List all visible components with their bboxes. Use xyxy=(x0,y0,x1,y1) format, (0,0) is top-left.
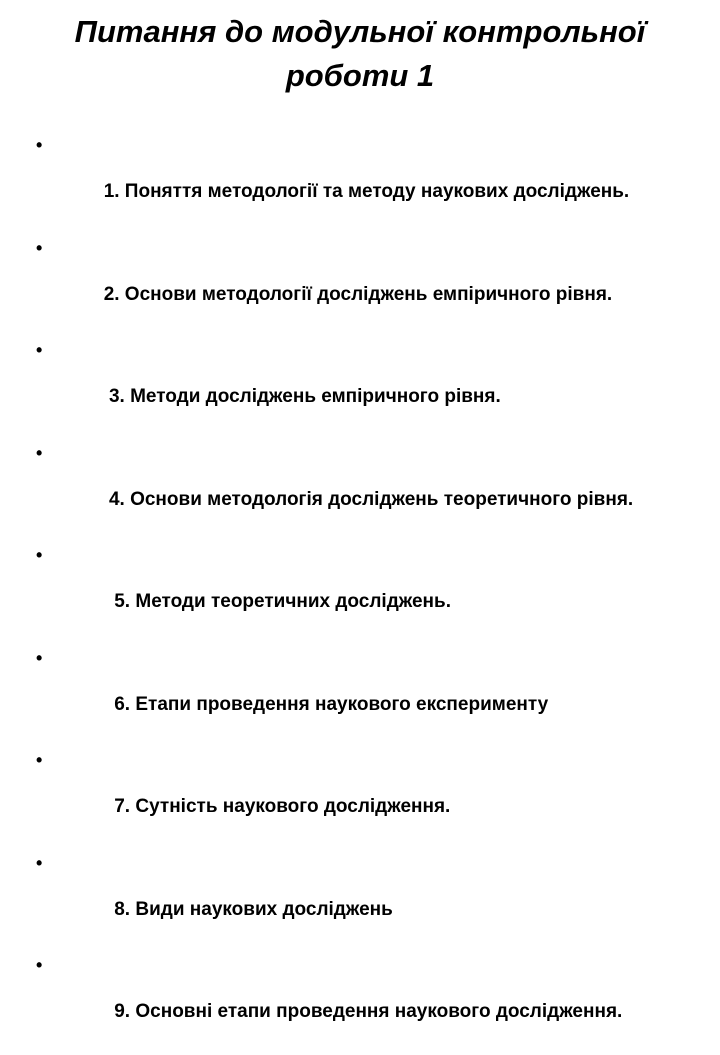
bullet-icon: • xyxy=(36,852,43,873)
list-item xyxy=(36,952,676,1048)
list-item xyxy=(36,747,676,843)
list-item-text: 7. Сутність наукового дослідження. xyxy=(103,796,451,817)
bullet-icon: • xyxy=(36,237,43,258)
list-item xyxy=(36,542,676,638)
slide-title: Питання до модульної контрольної роботи 1 xyxy=(74,14,646,93)
bullet-icon: • xyxy=(36,340,43,360)
list-item-text: 8. Види наукових досліджень xyxy=(103,898,393,920)
bullet-icon: • xyxy=(36,135,43,155)
list-item xyxy=(36,132,676,228)
list-item-text: 6. Етапи проведення наукового експерименту xyxy=(103,693,549,715)
list-item-text: 2. Основи методології досліджень емпіричного рівня. xyxy=(103,283,613,305)
bullet-icon: • xyxy=(36,955,43,975)
list-item-text: 1. Поняття методології та методу наукових досліджень. xyxy=(103,181,630,202)
list-item-text: 4. Основи методологія досліджень теоретичного рівня. xyxy=(103,488,634,510)
list-item-text: 5. Методи теоретичних досліджень. xyxy=(103,591,451,612)
bullet-list xyxy=(36,132,676,1055)
list-item xyxy=(36,645,676,741)
bullet-icon: • xyxy=(36,442,43,463)
list-item xyxy=(36,235,676,331)
list-item xyxy=(36,337,676,433)
bullet-icon: • xyxy=(36,545,43,565)
list-item xyxy=(36,440,676,536)
bullet-icon: • xyxy=(36,750,43,770)
bullet-icon: • xyxy=(36,647,43,668)
list-item-text: 9. Основні етапи проведення наукового дослідження. xyxy=(103,1001,623,1022)
list-item-text: 3. Методи досліджень емпіричного рівня. xyxy=(103,386,501,407)
list-item xyxy=(36,850,676,946)
